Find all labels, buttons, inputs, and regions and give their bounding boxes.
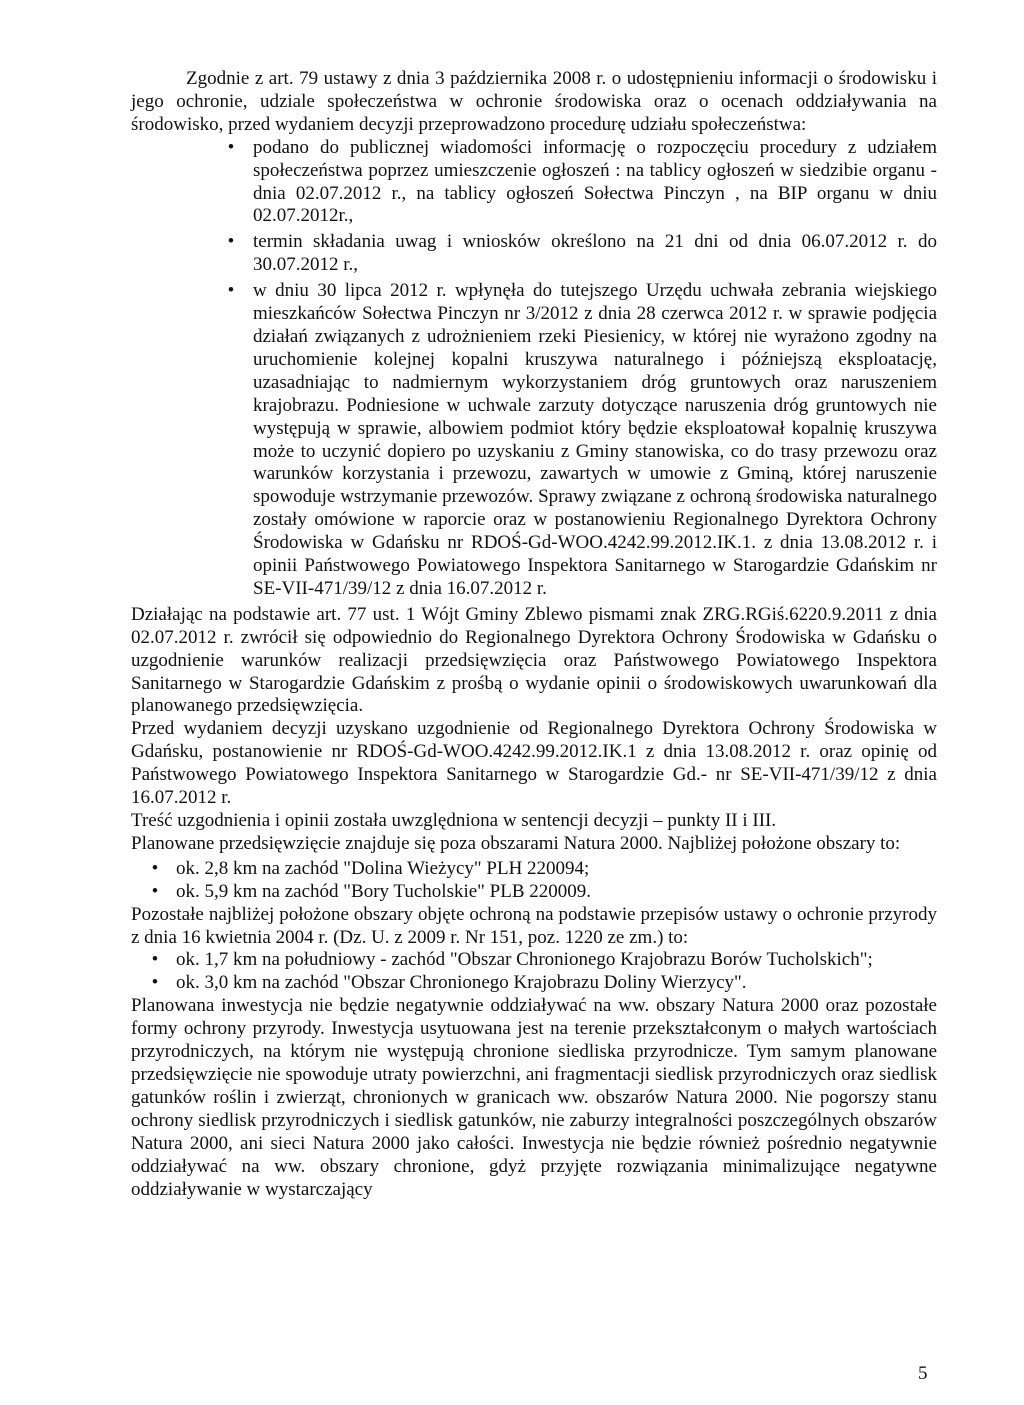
natura-list (131, 858, 937, 904)
list-item (131, 137, 937, 229)
content-included-paragraph: Treść uzgodnienia i opinii została uwzględniona w sentencji decyzji – punkty II i III. (131, 810, 777, 831)
bullet-icon: • (227, 136, 235, 158)
intro-paragraph: Zgodnie z art. 79 ustawy z dnia 3 października 2008 r. o udostępnieniu informacji o środowisku i jego ochronie, udziale społeczeństwa w ochronie środowiska oraz o ocenach oddziaływania na środowisko, przed wydaniem decyzji przeprowadzono procedurę udziału społeczeństwa: (131, 68, 937, 135)
document-body (131, 68, 937, 1201)
bullet-icon: • (151, 949, 159, 971)
other-areas-paragraph: Pozostałe najbliżej położone obszary objęte ochroną na podstawie przepisów ustawy o ochronie przyrody z dnia 16 kwietnia 2004 r. (Dz. U. z 2009 r. Nr 151, poz. 1220 ze zm.) to: (131, 903, 937, 948)
impact-paragraph: Planowana inwestycja nie będzie negatywnie oddziaływać na ww. obszary Natura 2000 oraz pozostałe formy ochrony przyrody. Inwestycja usytuowana jest na terenie przekształconym o małych wartościach przyrodniczych, na którym nie występują chronione siedliska przyrodnicze. Tym samym planowane przedsięwzięcie nie spowoduje utraty powierzchni, ani fragmentacji siedlisk przyrodniczych oraz siedlisk gatunków roślin i zwierząt, chronionych w granicach ww. obszarów Natura 2000. Nie pogorszy stanu ochrony siedlisk przyrodniczych i siedlisk gatunków, nie zaburzy integralności poszczególnych obszarów Natura 2000, ani sieci Natura 2000 jako całości. Inwestycja nie będzie również pośrednio negatywnie oddziaływać na ww. obszary chronione, gdyż przyjęte rozwiązania minimalizujące negatywne oddziaływanie w wystarczający (131, 995, 937, 1200)
list-item-text: ok. 3,0 km na zachód "Obszar Chronionego Krajobrazu Doliny Wierzycy". (176, 972, 747, 994)
list-item (131, 858, 937, 881)
before-decision-paragraph: Przed wydaniem decyzji uzyskano uzgodnienie od Regionalnego Dyrektora Ochrony Środowiska w Gdańsku, postanowienie nr RDOŚ-Gd-WOO.4242.99.2012.IK.1 z dnia 13.08.2012 r. oraz opinię od Państwowego Powiatowego Inspektora Sanitarnego w Starogardzie Gd.- nr SE-VII-471/39/12 z dnia 16.07.2012 r. (131, 718, 937, 809)
intro-section (131, 68, 937, 137)
bullet-icon: • (151, 857, 159, 879)
list-item-text: w dniu 30 lipca 2012 r. wpłynęła do tutejszego Urzędu uchwała zebrania wiejskiego mieszkańców Sołectwa Pinczyn nr 3/2012 z dnia 28 czerwca 2012 r. w sprawie podjęcia działań związanych z udrożnieniem rzeki Piesienicy, w której nie wyrażono zgodny na uruchomienie kolejnej kopalni kruszywa naturalnego i późniejszą eksploatację, uzasadniając to nadmiernym wykorzystaniem dróg gruntowych oraz naruszeniem krajobrazu. Podniesione w uchwale zarzuty dotyczące naruszenia dróg gruntowych nie występują w sprawie, albowiem podmiot który będzie eksploatował kopalnię kruszywa może to uczynić dopiero po uzyskaniu z Gminy stanowiska, co do trasy przewozu oraz warunków korzystania i przewozu, zawartych w umowie z Gminą, której naruszenie spowoduje wstrzymanie przewozów. Sprawy związane z ochroną środowiska naturalnego zostały omówione w raporcie oraz w postanowieniu Regionalnego Dyrektora Ochrony Środowiska w Gdańsku nr RDOŚ-Gd-WOO.4242.99.2012.IK.1. z dnia 13.08.2012 r. i opinii Państwowego Powiatowego Inspektora Sanitarnego w Starogardzie Gdańskim nr SE-VII-471/39/12 z dnia 16.07.2012 r. (253, 280, 937, 599)
page-number: 5 (918, 1363, 928, 1384)
list-item (131, 280, 937, 601)
list-item-text: ok. 5,9 km na zachód "Bory Tucholskie" PLB 220009. (176, 880, 592, 902)
list-item (131, 881, 937, 904)
list-item-text: termin składania uwag i wniosków określono na 21 dni od dnia 06.07.2012 r. do 30.07.2012 r., (253, 231, 937, 276)
other-areas-list (131, 949, 937, 995)
list-item (131, 949, 937, 972)
list-item-text: ok. 1,7 km na południowy - zachód "Obszar Chronionego Krajobrazu Borów Tucholskich"; (176, 949, 873, 971)
list-item (131, 231, 937, 277)
list-item-text: ok. 2,8 km na zachód "Dolina Wieżycy" PLH 220094; (176, 857, 590, 879)
bullet-icon: • (227, 231, 235, 253)
art77-paragraph: Działając na podstawie art. 77 ust. 1 Wójt Gminy Zblewo pismami znak ZRG.RGiś.6220.9.2011 z dnia 02.07.2012 r. zwrócił się odpowiednio do Regionalnego Dyrektora Ochrony Środowiska w Gdańsku o uzgodnienie warunków realizacji przedsięwzięcia oraz Państwowego Powiatowego Inspektora Sanitarnego w Starogardzie Gdańskim z prośbą o wydanie opinii o środowiskowych uwarunkowań dla planowanego przedsięwzięcia. (131, 603, 937, 717)
natura-intro-paragraph: Planowane przedsięwzięcie znajduje się poza obszarami Natura 2000. Najbliżej położone obszary to: (131, 832, 901, 854)
list-item (131, 972, 937, 995)
bullet-icon: • (227, 280, 235, 302)
list-item-text: podano do publicznej wiadomości informację o rozpoczęciu procedury z udziałem społeczeństwa poprzez umieszczenie ogłoszeń : na tablicy ogłoszeń w siedzibie organu - dnia 02.07.2012 r., na tablicy ogłoszeń Sołectwa Pinczyn , na BIP organu w dniu 02.07.2012r., (253, 136, 937, 227)
bullet-icon: • (151, 972, 159, 994)
bullet-icon: • (151, 880, 159, 902)
participation-list (131, 137, 937, 601)
